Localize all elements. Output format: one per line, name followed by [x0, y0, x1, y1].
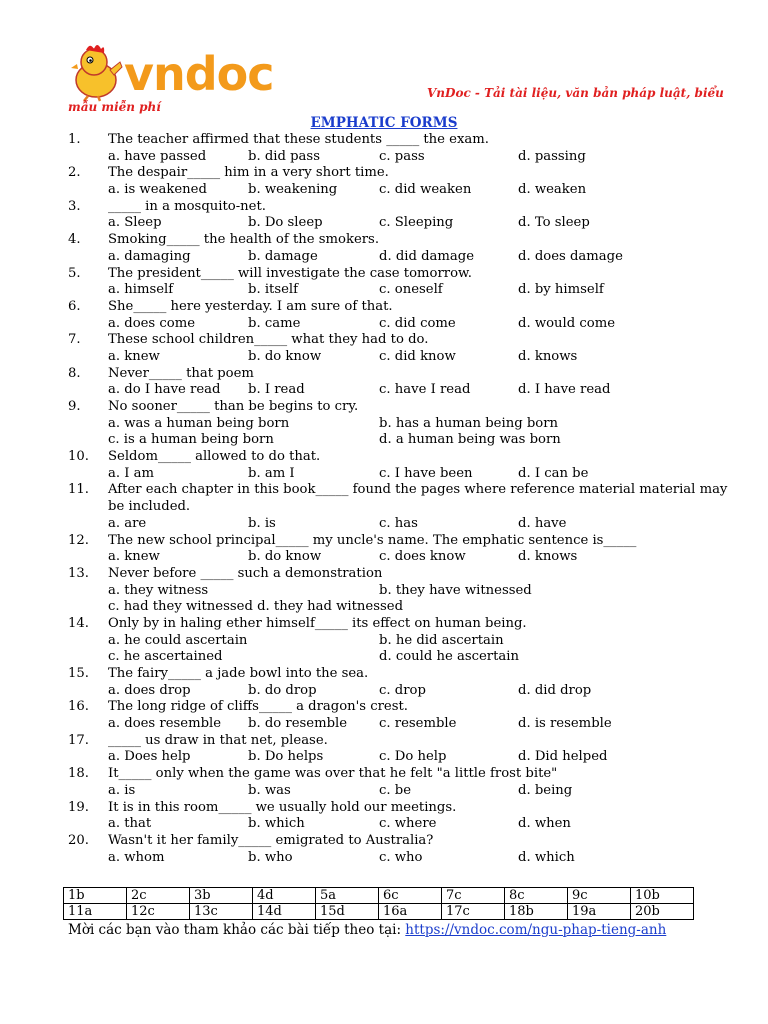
- question-stem: Smoking_____ the health of the smokers.: [108, 232, 380, 248]
- question-item: [68, 132, 708, 165]
- question-stem: Only by in haling ether himself_____ its effect on human being.: [108, 615, 527, 631]
- question-item: [68, 266, 708, 299]
- answer-key-cell: 7c: [442, 888, 505, 904]
- answer-option[interactable]: a. he could ascertain: [108, 632, 248, 648]
- answer-option[interactable]: d. have: [518, 515, 567, 531]
- answer-key-cell: 17c: [442, 904, 505, 920]
- question-stem: _____ us draw in that net, please.: [108, 732, 328, 748]
- question-item: [68, 666, 708, 699]
- answer-option[interactable]: b. do know: [248, 549, 322, 565]
- answer-option[interactable]: a. does drop: [108, 682, 191, 698]
- answer-key-cell: 20b: [631, 904, 694, 920]
- answer-key-table: [63, 887, 694, 920]
- question-item: [68, 299, 708, 332]
- footer-note: [68, 922, 666, 938]
- answer-option[interactable]: c. does know: [379, 549, 466, 565]
- answer-option[interactable]: b. came: [248, 315, 301, 331]
- answer-option[interactable]: a. Does help: [108, 749, 191, 765]
- answer-option[interactable]: c. where: [379, 816, 437, 832]
- answer-option[interactable]: b. they have witnessed: [379, 582, 532, 598]
- question-item: [68, 766, 708, 799]
- answer-option[interactable]: b. do drop: [248, 682, 317, 698]
- answer-option[interactable]: d. I can be: [518, 465, 589, 481]
- answer-option[interactable]: c. I have been: [379, 465, 473, 481]
- answer-option[interactable]: d. knows: [518, 549, 578, 565]
- answer-option[interactable]: a. is: [108, 782, 136, 798]
- answer-option[interactable]: b. do resemble: [248, 716, 348, 732]
- question-item: [68, 366, 708, 399]
- answer-option[interactable]: a. does resemble: [108, 716, 222, 732]
- answer-option[interactable]: c. has: [379, 515, 418, 531]
- answer-option[interactable]: a. does come: [108, 315, 196, 331]
- answer-key-cell: 9c: [568, 888, 631, 904]
- question-item: [68, 833, 708, 866]
- question-item: [68, 482, 728, 532]
- answer-option[interactable]: c. did weaken: [379, 182, 472, 198]
- answer-option[interactable]: d. would come: [518, 315, 616, 331]
- answer-option[interactable]: a. are: [108, 515, 147, 531]
- answer-option[interactable]: d. could he ascertain: [379, 649, 519, 665]
- answer-key-cell: 3b: [190, 888, 253, 904]
- question-stem: The long ridge of cliffs_____ a dragon's crest.: [108, 699, 408, 715]
- question-item: [68, 232, 708, 265]
- answer-key-cell: 11a: [64, 904, 127, 920]
- question-item: [68, 699, 708, 732]
- question-list: [68, 132, 728, 866]
- question-number: 4.: [68, 232, 81, 248]
- answer-option[interactable]: c. be: [379, 782, 412, 798]
- question-stem: The fairy_____ a jade bowl into the sea.: [108, 666, 369, 681]
- answer-key-cell: 2c: [127, 888, 190, 904]
- answer-key-cell: 16a: [379, 904, 442, 920]
- answer-key-row: [64, 888, 694, 904]
- question-number: 9.: [68, 399, 81, 414]
- answer-option[interactable]: a. was a human being born: [108, 415, 290, 431]
- answer-option[interactable]: d. is resemble: [518, 716, 612, 732]
- question-stem-continued: be included.: [108, 499, 191, 515]
- question-number: 6.: [68, 298, 81, 314]
- question-stem: It is in this room_____ we usually hold our meetings.: [108, 799, 457, 815]
- answer-option[interactable]: a. knew: [108, 348, 160, 364]
- page-title: EMPHATIC FORMS: [310, 115, 458, 131]
- answer-option[interactable]: d. did drop: [518, 682, 592, 698]
- question-number: 20.: [68, 832, 89, 848]
- chicken-mascot-icon: [71, 45, 122, 101]
- question-stem: These school children_____ what they had to do.: [108, 332, 429, 348]
- question-item: [68, 616, 708, 666]
- footer-text: Mời các bạn vào tham khảo các bài tiếp theo tại:: [68, 922, 406, 938]
- answer-option[interactable]: d. does damage: [518, 248, 623, 264]
- answer-option[interactable]: a. I am: [108, 465, 155, 481]
- answer-option[interactable]: a. damaging: [108, 248, 191, 264]
- question-item: [68, 449, 708, 482]
- answer-option[interactable]: d. being: [518, 782, 573, 798]
- question-number: 14.: [68, 615, 89, 631]
- answer-key-cell: 13c: [190, 904, 253, 920]
- site-tagline: VnDoc - Tải tài liệu, văn bản pháp luật, biểu: [427, 86, 724, 100]
- question-stem: The new school principal_____ my uncle's name. The emphatic sentence is_____: [108, 532, 637, 548]
- vndoc-logo: [70, 40, 290, 102]
- question-stem: It_____ only when the game was over that he felt "a little frost bite": [108, 766, 558, 782]
- answer-option[interactable]: b. did pass: [248, 148, 320, 164]
- question-number: 10.: [68, 449, 89, 465]
- answer-option[interactable]: b. is: [248, 515, 276, 531]
- question-stem: No sooner_____ than be begins to cry.: [108, 399, 359, 414]
- answer-option[interactable]: b. weakening: [248, 182, 338, 198]
- answer-option[interactable]: b. who: [248, 849, 293, 865]
- question-stem: The president_____ will investigate the case tomorrow.: [108, 265, 472, 281]
- answer-option[interactable]: a. have passed: [108, 148, 207, 164]
- logo-text: vndoc: [124, 47, 274, 101]
- answer-option[interactable]: a. himself: [108, 282, 174, 298]
- answer-option[interactable]: a. that: [108, 816, 152, 832]
- footer-link[interactable]: https://vndoc.com/ngu-phap-tieng-anh: [405, 922, 667, 938]
- question-number: 18.: [68, 766, 89, 782]
- site-tagline-continued: mẫu miễn phí: [68, 100, 161, 114]
- answer-option[interactable]: b. has a human being born: [379, 415, 559, 431]
- question-number: 17.: [68, 732, 89, 748]
- answer-option[interactable]: b. am I: [248, 465, 295, 481]
- answer-option[interactable]: a. knew: [108, 549, 160, 565]
- answer-option[interactable]: c. did come: [379, 315, 456, 331]
- question-number: 5.: [68, 265, 81, 281]
- answer-option[interactable]: b. do know: [248, 348, 322, 364]
- question-stem: Seldom_____ allowed to do that.: [108, 449, 321, 465]
- question-item: [68, 566, 708, 616]
- question-item: [68, 165, 708, 198]
- answer-key-cell: 4d: [253, 888, 316, 904]
- answer-option[interactable]: b. Do helps: [248, 749, 324, 765]
- answer-option[interactable]: d. passing: [518, 148, 586, 164]
- answer-option[interactable]: d. by himself: [518, 282, 604, 298]
- question-stem: The despair_____ him in a very short time.: [108, 165, 389, 181]
- answer-option[interactable]: c. have I read: [379, 382, 471, 398]
- question-number: 15.: [68, 666, 89, 681]
- answer-option[interactable]: c. who: [379, 849, 423, 865]
- answer-option[interactable]: d. Did helped: [518, 749, 608, 765]
- answer-option[interactable]: c. is a human being born: [108, 432, 274, 448]
- answer-option[interactable]: c. resemble: [379, 716, 457, 732]
- answer-option[interactable]: c. had they witnessed d. they had witnessed: [108, 599, 404, 615]
- answer-key-cell: 10b: [631, 888, 694, 904]
- question-number: 2.: [68, 165, 81, 181]
- answer-option[interactable]: d. weaken: [518, 182, 587, 198]
- question-stem: Wasn't it her family_____ emigrated to Australia?: [108, 832, 434, 848]
- answer-option[interactable]: c. drop: [379, 682, 426, 698]
- answer-option[interactable]: a. they witness: [108, 582, 209, 598]
- answer-option[interactable]: c. oneself: [379, 282, 443, 298]
- answer-key-cell: 18b: [505, 904, 568, 920]
- answer-option[interactable]: b. which: [248, 816, 305, 832]
- question-number: 16.: [68, 699, 89, 715]
- question-stem: She_____ here yesterday. I am sure of that.: [108, 298, 393, 314]
- question-stem: After each chapter in this book_____ found the pages where reference material material may: [108, 482, 728, 498]
- question-number: 7.: [68, 332, 81, 348]
- answer-key-cell: 6c: [379, 888, 442, 904]
- answer-option[interactable]: d. when: [518, 816, 571, 832]
- answer-option[interactable]: a. Sleep: [108, 215, 162, 231]
- answer-key-cell: 12c: [127, 904, 190, 920]
- question-number: 19.: [68, 799, 89, 815]
- question-item: [68, 332, 708, 365]
- answer-option[interactable]: a. is weakened: [108, 182, 207, 198]
- answer-key-row: [64, 904, 694, 920]
- question-stem: _____ in a mosquito-net.: [108, 198, 266, 214]
- answer-key-cell: 19a: [568, 904, 631, 920]
- answer-option[interactable]: d. To sleep: [518, 215, 590, 231]
- answer-option[interactable]: b. damage: [248, 248, 318, 264]
- answer-key-cell: 1b: [64, 888, 127, 904]
- question-number: 13.: [68, 565, 89, 581]
- question-item: [68, 533, 708, 566]
- question-item: [68, 800, 708, 833]
- question-stem: Never before _____ such a demonstration: [108, 565, 383, 581]
- question-stem: The teacher affirmed that these students _____ the exam.: [108, 132, 489, 147]
- question-item: [68, 199, 708, 232]
- answer-option[interactable]: b. he did ascertain: [379, 632, 504, 648]
- answer-option[interactable]: d. I have read: [518, 382, 611, 398]
- answer-option[interactable]: a. do I have read: [108, 382, 221, 398]
- answer-option[interactable]: d. a human being was born: [379, 432, 561, 448]
- answer-key-cell: 5a: [316, 888, 379, 904]
- answer-key-cell: 15d: [316, 904, 379, 920]
- question-number: 12.: [68, 532, 89, 548]
- answer-option[interactable]: b. itself: [248, 282, 299, 298]
- question-stem: Never_____ that poem: [108, 365, 254, 381]
- question-item: [68, 399, 708, 449]
- answer-option[interactable]: c. did know: [379, 348, 456, 364]
- answer-option[interactable]: d. knows: [518, 348, 578, 364]
- answer-key-cell: 14d: [253, 904, 316, 920]
- answer-option[interactable]: c. Sleeping: [379, 215, 454, 231]
- answer-option[interactable]: d. did damage: [379, 248, 475, 264]
- question-number: 11.: [68, 482, 89, 498]
- question-item: [68, 733, 708, 766]
- answer-key-cell: 8c: [505, 888, 568, 904]
- answer-option[interactable]: a. whom: [108, 849, 165, 865]
- question-number: 3.: [68, 198, 81, 214]
- question-number: 8.: [68, 365, 81, 381]
- answer-option[interactable]: c. pass: [379, 148, 425, 164]
- answer-option[interactable]: b. I read: [248, 382, 305, 398]
- question-number: 1.: [68, 132, 81, 147]
- answer-option[interactable]: c. he ascertained: [108, 649, 223, 665]
- answer-option[interactable]: d. which: [518, 849, 575, 865]
- answer-option[interactable]: b. was: [248, 782, 291, 798]
- answer-option[interactable]: b. Do sleep: [248, 215, 323, 231]
- answer-option[interactable]: c. Do help: [379, 749, 447, 765]
